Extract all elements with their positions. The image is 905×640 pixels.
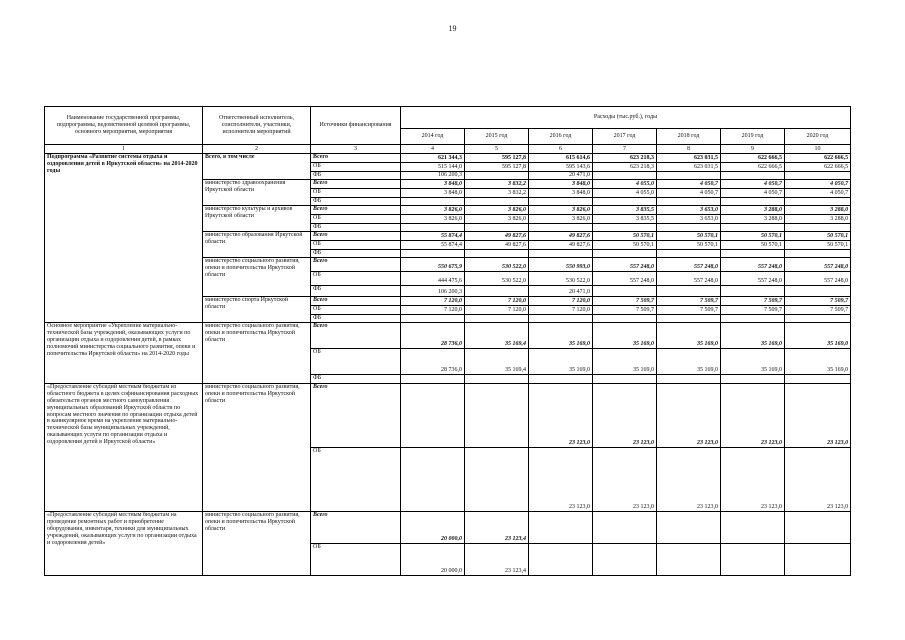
value-cell: 23 123,0 bbox=[593, 448, 657, 512]
column-number-1: 2 bbox=[203, 145, 311, 154]
source-cell: Всего bbox=[311, 384, 401, 448]
source-cell: Всего bbox=[311, 180, 401, 189]
value-cell: 35 169,0 bbox=[529, 349, 593, 375]
value-cell bbox=[785, 544, 851, 576]
value-cell bbox=[593, 286, 657, 297]
value-cell: 49 827,6 bbox=[529, 241, 593, 250]
value-cell bbox=[721, 544, 785, 576]
value-cell: 23 123,0 bbox=[657, 384, 721, 448]
source-cell: Всего bbox=[311, 297, 401, 306]
value-cell: 50 570,1 bbox=[593, 241, 657, 250]
value-cell bbox=[465, 315, 529, 323]
header-executor: Ответственный исполнитель, соисполнители, участники, исполнители мероприятий bbox=[203, 107, 311, 145]
value-cell bbox=[785, 512, 851, 544]
value-cell bbox=[785, 286, 851, 297]
column-number-9: 10 bbox=[785, 145, 851, 154]
value-cell: 35 169,4 bbox=[465, 323, 529, 349]
source-cell: Всего bbox=[311, 206, 401, 215]
value-cell bbox=[529, 224, 593, 232]
value-cell bbox=[465, 250, 529, 258]
value-cell: 7 509,7 bbox=[593, 306, 657, 315]
source-cell: ФБ bbox=[311, 375, 401, 384]
year-header-0: 2014 год bbox=[401, 129, 465, 145]
value-cell bbox=[401, 384, 465, 448]
value-cell bbox=[529, 315, 593, 323]
value-cell: 3 826,0 bbox=[401, 206, 465, 215]
value-cell: 35 169,0 bbox=[785, 323, 851, 349]
value-cell bbox=[401, 315, 465, 323]
value-cell: 23 123,0 bbox=[593, 384, 657, 448]
value-cell: 3 835,5 bbox=[593, 206, 657, 215]
value-cell: 35 169,0 bbox=[593, 323, 657, 349]
value-cell bbox=[401, 224, 465, 232]
value-cell: 49 827,6 bbox=[529, 232, 593, 241]
value-cell bbox=[657, 375, 721, 384]
source-cell: ОБ bbox=[311, 448, 401, 512]
value-cell bbox=[465, 198, 529, 206]
value-cell bbox=[593, 512, 657, 544]
value-cell bbox=[401, 250, 465, 258]
value-cell: 622 666,5 bbox=[721, 163, 785, 172]
table-row bbox=[45, 154, 851, 163]
table-row bbox=[45, 512, 851, 544]
source-cell: ОБ bbox=[311, 215, 401, 224]
activity-name: Основное мероприятие «Укрепление материально-технической базы учреждений, оказывающих услуги по организации отдыха и оздоровления детей, в рамках полномочий министерства социального развития, опеки и попечительства Иркутской области» на 2014-2020 годы bbox=[45, 323, 203, 384]
table-row bbox=[45, 384, 851, 448]
source-cell: Всего bbox=[311, 154, 401, 163]
table-row bbox=[45, 323, 851, 349]
executor-cell: министерство социального развития, опеки и попечительства Иркутской области bbox=[203, 384, 311, 512]
value-cell bbox=[721, 286, 785, 297]
value-cell: 23 123,4 bbox=[465, 512, 529, 544]
value-cell bbox=[401, 198, 465, 206]
value-cell: 50 570,1 bbox=[657, 241, 721, 250]
value-cell: 20 471,0 bbox=[529, 286, 593, 297]
value-cell: 7 509,7 bbox=[721, 306, 785, 315]
value-cell: 23 123,0 bbox=[721, 384, 785, 448]
value-cell: 35 169,0 bbox=[657, 323, 721, 349]
source-cell: Всего bbox=[311, 232, 401, 241]
column-number-4: 5 bbox=[465, 145, 529, 154]
value-cell: 530 522,0 bbox=[529, 272, 593, 286]
value-cell: 7 120,0 bbox=[401, 297, 465, 306]
value-cell: 3 653,0 bbox=[657, 206, 721, 215]
value-cell: 35 169,0 bbox=[657, 349, 721, 375]
value-cell: 3 835,5 bbox=[593, 215, 657, 224]
value-cell: 4 050,7 bbox=[657, 180, 721, 189]
value-cell bbox=[401, 375, 465, 384]
value-cell: 623 218,3 bbox=[593, 154, 657, 163]
value-cell: 28 736,0 bbox=[401, 323, 465, 349]
column-number-8: 9 bbox=[721, 145, 785, 154]
value-cell: 106 200,3 bbox=[401, 172, 465, 180]
value-cell: 4 055,0 bbox=[593, 189, 657, 198]
value-cell: 55 874,4 bbox=[401, 241, 465, 250]
year-header-2: 2016 год bbox=[529, 129, 593, 145]
value-cell bbox=[657, 512, 721, 544]
value-cell: 28 736,0 bbox=[401, 349, 465, 375]
value-cell: 20 000,0 bbox=[401, 512, 465, 544]
value-cell bbox=[401, 448, 465, 512]
source-cell: Всего bbox=[311, 258, 401, 272]
value-cell: 50 570,1 bbox=[657, 232, 721, 241]
year-header-4: 2018 год bbox=[657, 129, 721, 145]
value-cell: 7 509,7 bbox=[721, 297, 785, 306]
value-cell: 23 123,0 bbox=[785, 384, 851, 448]
source-cell: ОБ bbox=[311, 189, 401, 198]
value-cell bbox=[657, 250, 721, 258]
source-cell: ФБ bbox=[311, 315, 401, 323]
value-cell bbox=[593, 375, 657, 384]
value-cell bbox=[465, 448, 529, 512]
value-cell: 557 248,0 bbox=[721, 272, 785, 286]
value-cell bbox=[465, 172, 529, 180]
executor-cell: министерство спорта Иркутской области bbox=[203, 297, 311, 323]
value-cell bbox=[721, 172, 785, 180]
column-number-6: 7 bbox=[593, 145, 657, 154]
value-cell: 20 471,0 bbox=[529, 172, 593, 180]
value-cell: 557 248,0 bbox=[593, 258, 657, 272]
value-cell: 530 522,0 bbox=[465, 258, 529, 272]
value-cell bbox=[465, 286, 529, 297]
value-cell: 35 169,0 bbox=[593, 349, 657, 375]
source-cell: ФБ bbox=[311, 172, 401, 180]
value-cell: 557 248,0 bbox=[785, 272, 851, 286]
value-cell: 7 120,0 bbox=[465, 297, 529, 306]
column-number-3: 4 bbox=[401, 145, 465, 154]
value-cell: 622 666,5 bbox=[721, 154, 785, 163]
value-cell: 3 826,0 bbox=[465, 215, 529, 224]
value-cell: 49 827,6 bbox=[465, 232, 529, 241]
value-cell: 7 120,0 bbox=[401, 306, 465, 315]
value-cell bbox=[657, 315, 721, 323]
value-cell: 595 127,8 bbox=[465, 154, 529, 163]
source-cell: ОБ bbox=[311, 241, 401, 250]
source-cell: ОБ bbox=[311, 349, 401, 375]
value-cell: 35 169,0 bbox=[721, 323, 785, 349]
budget-table bbox=[44, 106, 851, 576]
value-cell: 515 144,0 bbox=[401, 163, 465, 172]
value-cell bbox=[593, 544, 657, 576]
value-cell: 7 120,0 bbox=[529, 306, 593, 315]
value-cell bbox=[785, 250, 851, 258]
value-cell bbox=[657, 172, 721, 180]
value-cell: 595 143,6 bbox=[529, 163, 593, 172]
column-number-7: 8 bbox=[657, 145, 721, 154]
page-number: 19 bbox=[448, 24, 457, 33]
value-cell: 623 031,5 bbox=[657, 163, 721, 172]
column-number-row bbox=[45, 145, 851, 154]
value-cell: 7 120,0 bbox=[529, 297, 593, 306]
value-cell: 20 000,0 bbox=[401, 544, 465, 576]
value-cell: 49 827,6 bbox=[465, 241, 529, 250]
value-cell: 557 248,0 bbox=[785, 258, 851, 272]
value-cell: 4 050,7 bbox=[721, 180, 785, 189]
value-cell: 35 169,0 bbox=[785, 349, 851, 375]
value-cell: 23 123,0 bbox=[785, 448, 851, 512]
value-cell bbox=[529, 544, 593, 576]
value-cell bbox=[657, 286, 721, 297]
year-header-3: 2017 год bbox=[593, 129, 657, 145]
value-cell bbox=[529, 250, 593, 258]
value-cell: 7 509,7 bbox=[785, 297, 851, 306]
source-cell: ОБ bbox=[311, 272, 401, 286]
value-cell: 106 200,3 bbox=[401, 286, 465, 297]
value-cell: 557 248,0 bbox=[721, 258, 785, 272]
value-cell: 3 848,0 bbox=[529, 180, 593, 189]
year-header-1: 2015 год bbox=[465, 129, 529, 145]
value-cell: 3 832,2 bbox=[465, 189, 529, 198]
value-cell: 50 570,1 bbox=[785, 241, 851, 250]
column-number-0: 1 bbox=[45, 145, 203, 154]
value-cell bbox=[721, 198, 785, 206]
value-cell: 23 123,0 bbox=[721, 448, 785, 512]
value-cell bbox=[657, 198, 721, 206]
value-cell: 621 344,3 bbox=[401, 154, 465, 163]
activity-name: «Предоставление субсидий местным бюджетам на проведение ремонтных работ и приобретение оборудования, инвентаря, техники для муниципальных учреждений, оказывающих услуги по организации отдыха и оздоровления детей» bbox=[45, 512, 203, 576]
value-cell: 622 666,5 bbox=[785, 163, 851, 172]
source-cell: ОБ bbox=[311, 306, 401, 315]
value-cell bbox=[529, 375, 593, 384]
value-cell bbox=[785, 172, 851, 180]
value-cell: 4 050,7 bbox=[657, 189, 721, 198]
value-cell: 50 570,1 bbox=[721, 241, 785, 250]
value-cell: 3 826,0 bbox=[465, 206, 529, 215]
value-cell: 3 848,0 bbox=[401, 189, 465, 198]
value-cell: 557 248,0 bbox=[657, 272, 721, 286]
subprogram-name: Подпрограмма «Развитие системы отдыха и оздоровления детей в Иркутской области» на 2014-2020 годы bbox=[45, 154, 203, 323]
year-header-6: 2020 год bbox=[785, 129, 851, 145]
source-cell: ОБ bbox=[311, 163, 401, 172]
value-cell: 3 288,0 bbox=[721, 215, 785, 224]
value-cell bbox=[785, 375, 851, 384]
executor-cell: министерство социального развития, опеки и попечительства Иркутской области bbox=[203, 323, 311, 384]
header-name: Наименование государственной программы, подпрограммы, ведомственной целевой программы, основного мероприятия, мероприятия bbox=[45, 107, 203, 145]
value-cell: 615 614,6 bbox=[529, 154, 593, 163]
value-cell: 444 475,6 bbox=[401, 272, 465, 286]
value-cell: 530 522,0 bbox=[465, 272, 529, 286]
value-cell bbox=[593, 172, 657, 180]
source-cell: ФБ bbox=[311, 198, 401, 206]
executor-cell: Всего, в том числе bbox=[203, 154, 311, 180]
value-cell bbox=[529, 512, 593, 544]
source-cell: ФБ bbox=[311, 286, 401, 297]
value-cell bbox=[465, 224, 529, 232]
value-cell bbox=[465, 375, 529, 384]
value-cell: 7 509,7 bbox=[785, 306, 851, 315]
value-cell: 35 169,0 bbox=[529, 323, 593, 349]
value-cell: 3 826,0 bbox=[529, 206, 593, 215]
value-cell: 3 653,0 bbox=[657, 215, 721, 224]
value-cell: 3 832,2 bbox=[465, 180, 529, 189]
value-cell bbox=[721, 250, 785, 258]
value-cell: 557 248,0 bbox=[657, 258, 721, 272]
value-cell: 50 570,1 bbox=[721, 232, 785, 241]
value-cell: 50 570,1 bbox=[593, 232, 657, 241]
value-cell bbox=[657, 224, 721, 232]
source-cell: ФБ bbox=[311, 224, 401, 232]
value-cell: 23 123,0 bbox=[657, 448, 721, 512]
value-cell: 550 675,9 bbox=[401, 258, 465, 272]
value-cell bbox=[465, 384, 529, 448]
activity-name: «Предоставление субсидий местным бюджетам из областного бюджета в целях софинансирования расходных обязательств органов местного самоуправления муниципальных образований Иркутской области по вопросам местного значения по организации отдыха детей в каникулярное время на укрепление материально-технической базы муниципальных учреждений, оказывающих услуги по организации отдыха и оздоровления детей в Иркутской области» bbox=[45, 384, 203, 512]
value-cell: 7 509,7 bbox=[657, 306, 721, 315]
value-cell: 23 123,0 bbox=[529, 448, 593, 512]
executor-cell: министерство социального развития, опеки и попечительства Иркутской области bbox=[203, 258, 311, 297]
source-cell: ФБ bbox=[311, 250, 401, 258]
header-source: Источники финансирования bbox=[311, 107, 401, 145]
value-cell: 3 826,0 bbox=[401, 215, 465, 224]
value-cell bbox=[721, 512, 785, 544]
year-header-5: 2019 год bbox=[721, 129, 785, 145]
value-cell: 35 169,0 bbox=[721, 349, 785, 375]
value-cell: 623 031,5 bbox=[657, 154, 721, 163]
value-cell: 23 123,0 bbox=[529, 384, 593, 448]
value-cell: 3 288,0 bbox=[785, 206, 851, 215]
column-number-5: 6 bbox=[529, 145, 593, 154]
source-cell: Всего bbox=[311, 323, 401, 349]
value-cell bbox=[721, 375, 785, 384]
value-cell bbox=[593, 315, 657, 323]
value-cell: 55 874,4 bbox=[401, 232, 465, 241]
value-cell: 4 050,7 bbox=[785, 180, 851, 189]
value-cell bbox=[593, 250, 657, 258]
value-cell: 3 848,0 bbox=[401, 180, 465, 189]
value-cell: 23 123,4 bbox=[465, 544, 529, 576]
value-cell: 622 666,5 bbox=[785, 154, 851, 163]
executor-cell: министерство здравоохранения Иркутской области bbox=[203, 180, 311, 206]
value-cell bbox=[593, 198, 657, 206]
value-cell bbox=[721, 315, 785, 323]
value-cell: 3 826,0 bbox=[529, 215, 593, 224]
value-cell: 550 993,0 bbox=[529, 258, 593, 272]
value-cell: 4 050,7 bbox=[785, 189, 851, 198]
value-cell: 595 127,8 bbox=[465, 163, 529, 172]
value-cell: 4 055,0 bbox=[593, 180, 657, 189]
executor-cell: министерство социального развития, опеки и попечительства Иркутской области bbox=[203, 512, 311, 576]
source-cell: ОБ bbox=[311, 544, 401, 576]
value-cell: 35 169,4 bbox=[465, 349, 529, 375]
value-cell bbox=[593, 224, 657, 232]
value-cell bbox=[785, 315, 851, 323]
value-cell: 557 248,0 bbox=[593, 272, 657, 286]
value-cell bbox=[785, 224, 851, 232]
value-cell: 7 509,7 bbox=[657, 297, 721, 306]
value-cell: 7 120,0 bbox=[465, 306, 529, 315]
column-number-2: 3 bbox=[311, 145, 401, 154]
value-cell bbox=[721, 224, 785, 232]
value-cell bbox=[657, 544, 721, 576]
value-cell: 4 050,7 bbox=[721, 189, 785, 198]
header-expenses: Расходы (тыс.руб.), годы bbox=[401, 107, 851, 129]
value-cell: 50 570,1 bbox=[785, 232, 851, 241]
executor-cell: министерство образования Иркутской области bbox=[203, 232, 311, 258]
value-cell: 3 848,0 bbox=[529, 189, 593, 198]
value-cell: 623 218,3 bbox=[593, 163, 657, 172]
value-cell bbox=[785, 198, 851, 206]
source-cell: Всего bbox=[311, 512, 401, 544]
value-cell: 3 288,0 bbox=[785, 215, 851, 224]
table-body bbox=[45, 154, 851, 576]
value-cell: 3 288,0 bbox=[721, 206, 785, 215]
value-cell: 7 509,7 bbox=[593, 297, 657, 306]
value-cell bbox=[529, 198, 593, 206]
executor-cell: министерство культуры и архивов Иркутской области bbox=[203, 206, 311, 232]
